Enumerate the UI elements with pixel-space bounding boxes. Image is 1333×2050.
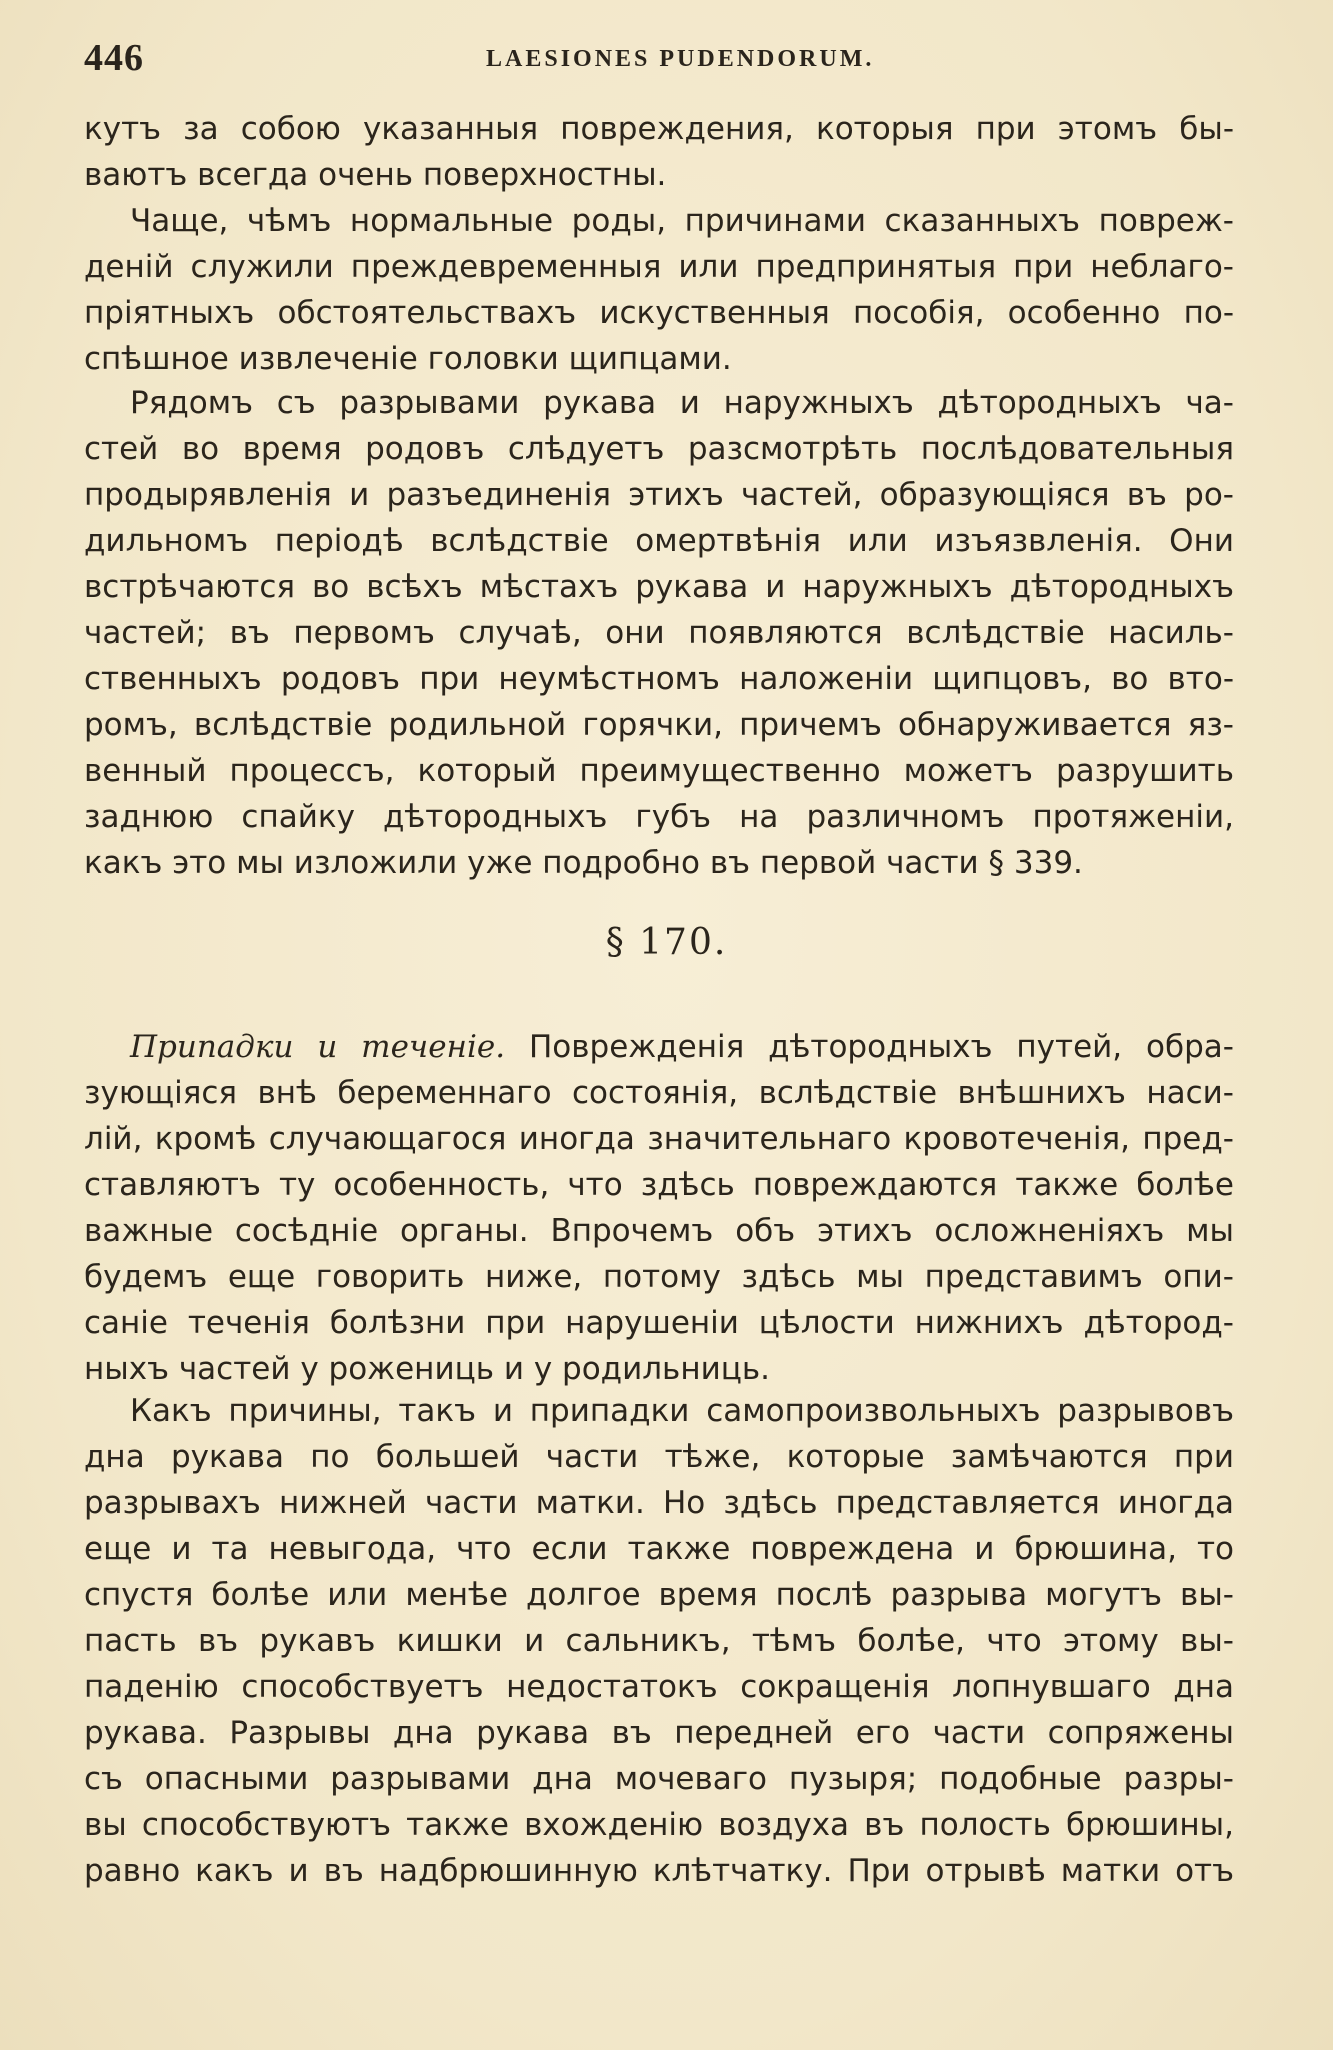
text-line: зующіяся внѣ беременнаго состоянія, вслѣдствіе внѣшнихъ наси- xyxy=(84,1075,1234,1111)
text-line: равно какъ и въ надбрюшинную клѣтчатку. При отрывѣ матки отъ xyxy=(84,1853,1234,1889)
text-line: рукава. Разрывы дна рукава въ передней его части сопряжены xyxy=(84,1715,1234,1751)
text-line: лій, кромѣ случающагося иногда значительнаго кровотеченія, пред- xyxy=(84,1121,1234,1157)
text-line-rest: Поврежденія дѣтородныхъ путей, обра- xyxy=(505,1029,1234,1065)
text-line: заднюю спайку дѣтородныхъ губъ на различномъ протяженіи, xyxy=(84,799,1234,835)
text-line xyxy=(84,1024,1234,1070)
text-line: важные сосѣдніе органы. Впрочемъ объ этихъ осложненіяхъ мы xyxy=(84,1213,1234,1249)
text-line: продырявленія и разъединенія этихъ частей, образующіяся въ ро- xyxy=(84,477,1234,513)
text-line: частей; въ первомъ случаѣ, они появляются вслѣдствіе насиль- xyxy=(84,615,1234,651)
text-line: разрывахъ нижней части матки. Но здѣсь представляется иногда xyxy=(84,1485,1234,1521)
text-line: кутъ за собою указанныя повреждения, которыя при этомъ бы- xyxy=(84,111,1234,147)
text-line: спустя болѣе или менѣе долгое время послѣ разрыва могутъ вы- xyxy=(84,1577,1234,1613)
text-line: пріятныхъ обстоятельствахъ искуственныя пособія, особенно по- xyxy=(84,295,1234,331)
text-line: ственныхъ родовъ при неумѣстномъ наложеніи щипцовъ, во вто- xyxy=(84,661,1234,697)
text-line: встрѣчаются во всѣхъ мѣстахъ рукава и наружныхъ дѣтородныхъ xyxy=(84,569,1234,605)
text-line: венный процессъ, который преимущественно можетъ разрушить xyxy=(84,753,1234,789)
text-line: съ опасными разрывами дна мочеваго пузыря; подобные разры- xyxy=(84,1761,1234,1797)
paragraph-continuation xyxy=(84,106,1234,198)
paragraph xyxy=(84,1388,1234,1894)
text-line: спѣшное извлеченіе головки щипцами. xyxy=(84,341,732,377)
text-line: Рядомъ съ разрывами рукава и наружныхъ дѣтородныхъ ча- xyxy=(130,385,1234,421)
text-line: какъ это мы изложили уже подробно въ первой части § 339. xyxy=(84,845,1083,881)
paragraph xyxy=(84,380,1234,886)
text-line: еще и та невыгода, что если также повреждена и брюшина, то xyxy=(84,1531,1234,1567)
running-head: LAESIONES PUDENDORUM. xyxy=(486,46,875,72)
text-line: Какъ причины, такъ и припадки самопроизвольныхъ разрывовъ xyxy=(130,1393,1234,1429)
italic-lead-heading: Припадки и теченіе. xyxy=(130,1029,506,1065)
page-number: 446 xyxy=(84,37,144,79)
paragraph xyxy=(84,198,1234,382)
text-line: саніе теченія болѣзни при нарушеніи цѣлости нижнихъ дѣтород- xyxy=(84,1305,1234,1341)
text-line: будемъ еще говорить ниже, потому здѣсь мы представимъ опи- xyxy=(84,1259,1234,1295)
text-line: Чаще, чѣмъ нормальные роды, причинами сказанныхъ повреж- xyxy=(130,203,1234,239)
section-heading: § 170. xyxy=(605,922,728,963)
text-line: ромъ, вслѣдствіе родильной горячки, причемъ обнаруживается яз- xyxy=(84,707,1234,743)
paragraph xyxy=(84,1024,1234,1392)
text-line: паденію способствуетъ недостатокъ сокращенія лопнувшаго дна xyxy=(84,1669,1234,1705)
text-line: деній служили преждевременныя или предпринятыя при неблаго- xyxy=(84,249,1234,285)
text-line: ваютъ всегда очень поверхностны. xyxy=(84,157,667,193)
page-header xyxy=(84,36,1234,86)
text-line: ставляютъ ту особенность, что здѣсь повреждаются также болѣе xyxy=(84,1167,1234,1203)
text-line: дна рукава по большей части тѣже, которые замѣчаются при xyxy=(84,1439,1234,1475)
text-line: вы способствуютъ также вхожденію воздуха въ полость брюшины, xyxy=(84,1807,1234,1843)
text-line: стей во время родовъ слѣдуетъ разсмотрѣть послѣдовательныя xyxy=(84,431,1234,467)
text-line: ныхъ частей у рожениць и у родильниць. xyxy=(84,1351,770,1387)
text-line: пасть въ рукавъ кишки и сальникъ, тѣмъ болѣе, что этому вы- xyxy=(84,1623,1234,1659)
text-line: дильномъ періодѣ вслѣдствіе омертвѣнія или изъязвленія. Они xyxy=(84,523,1234,559)
